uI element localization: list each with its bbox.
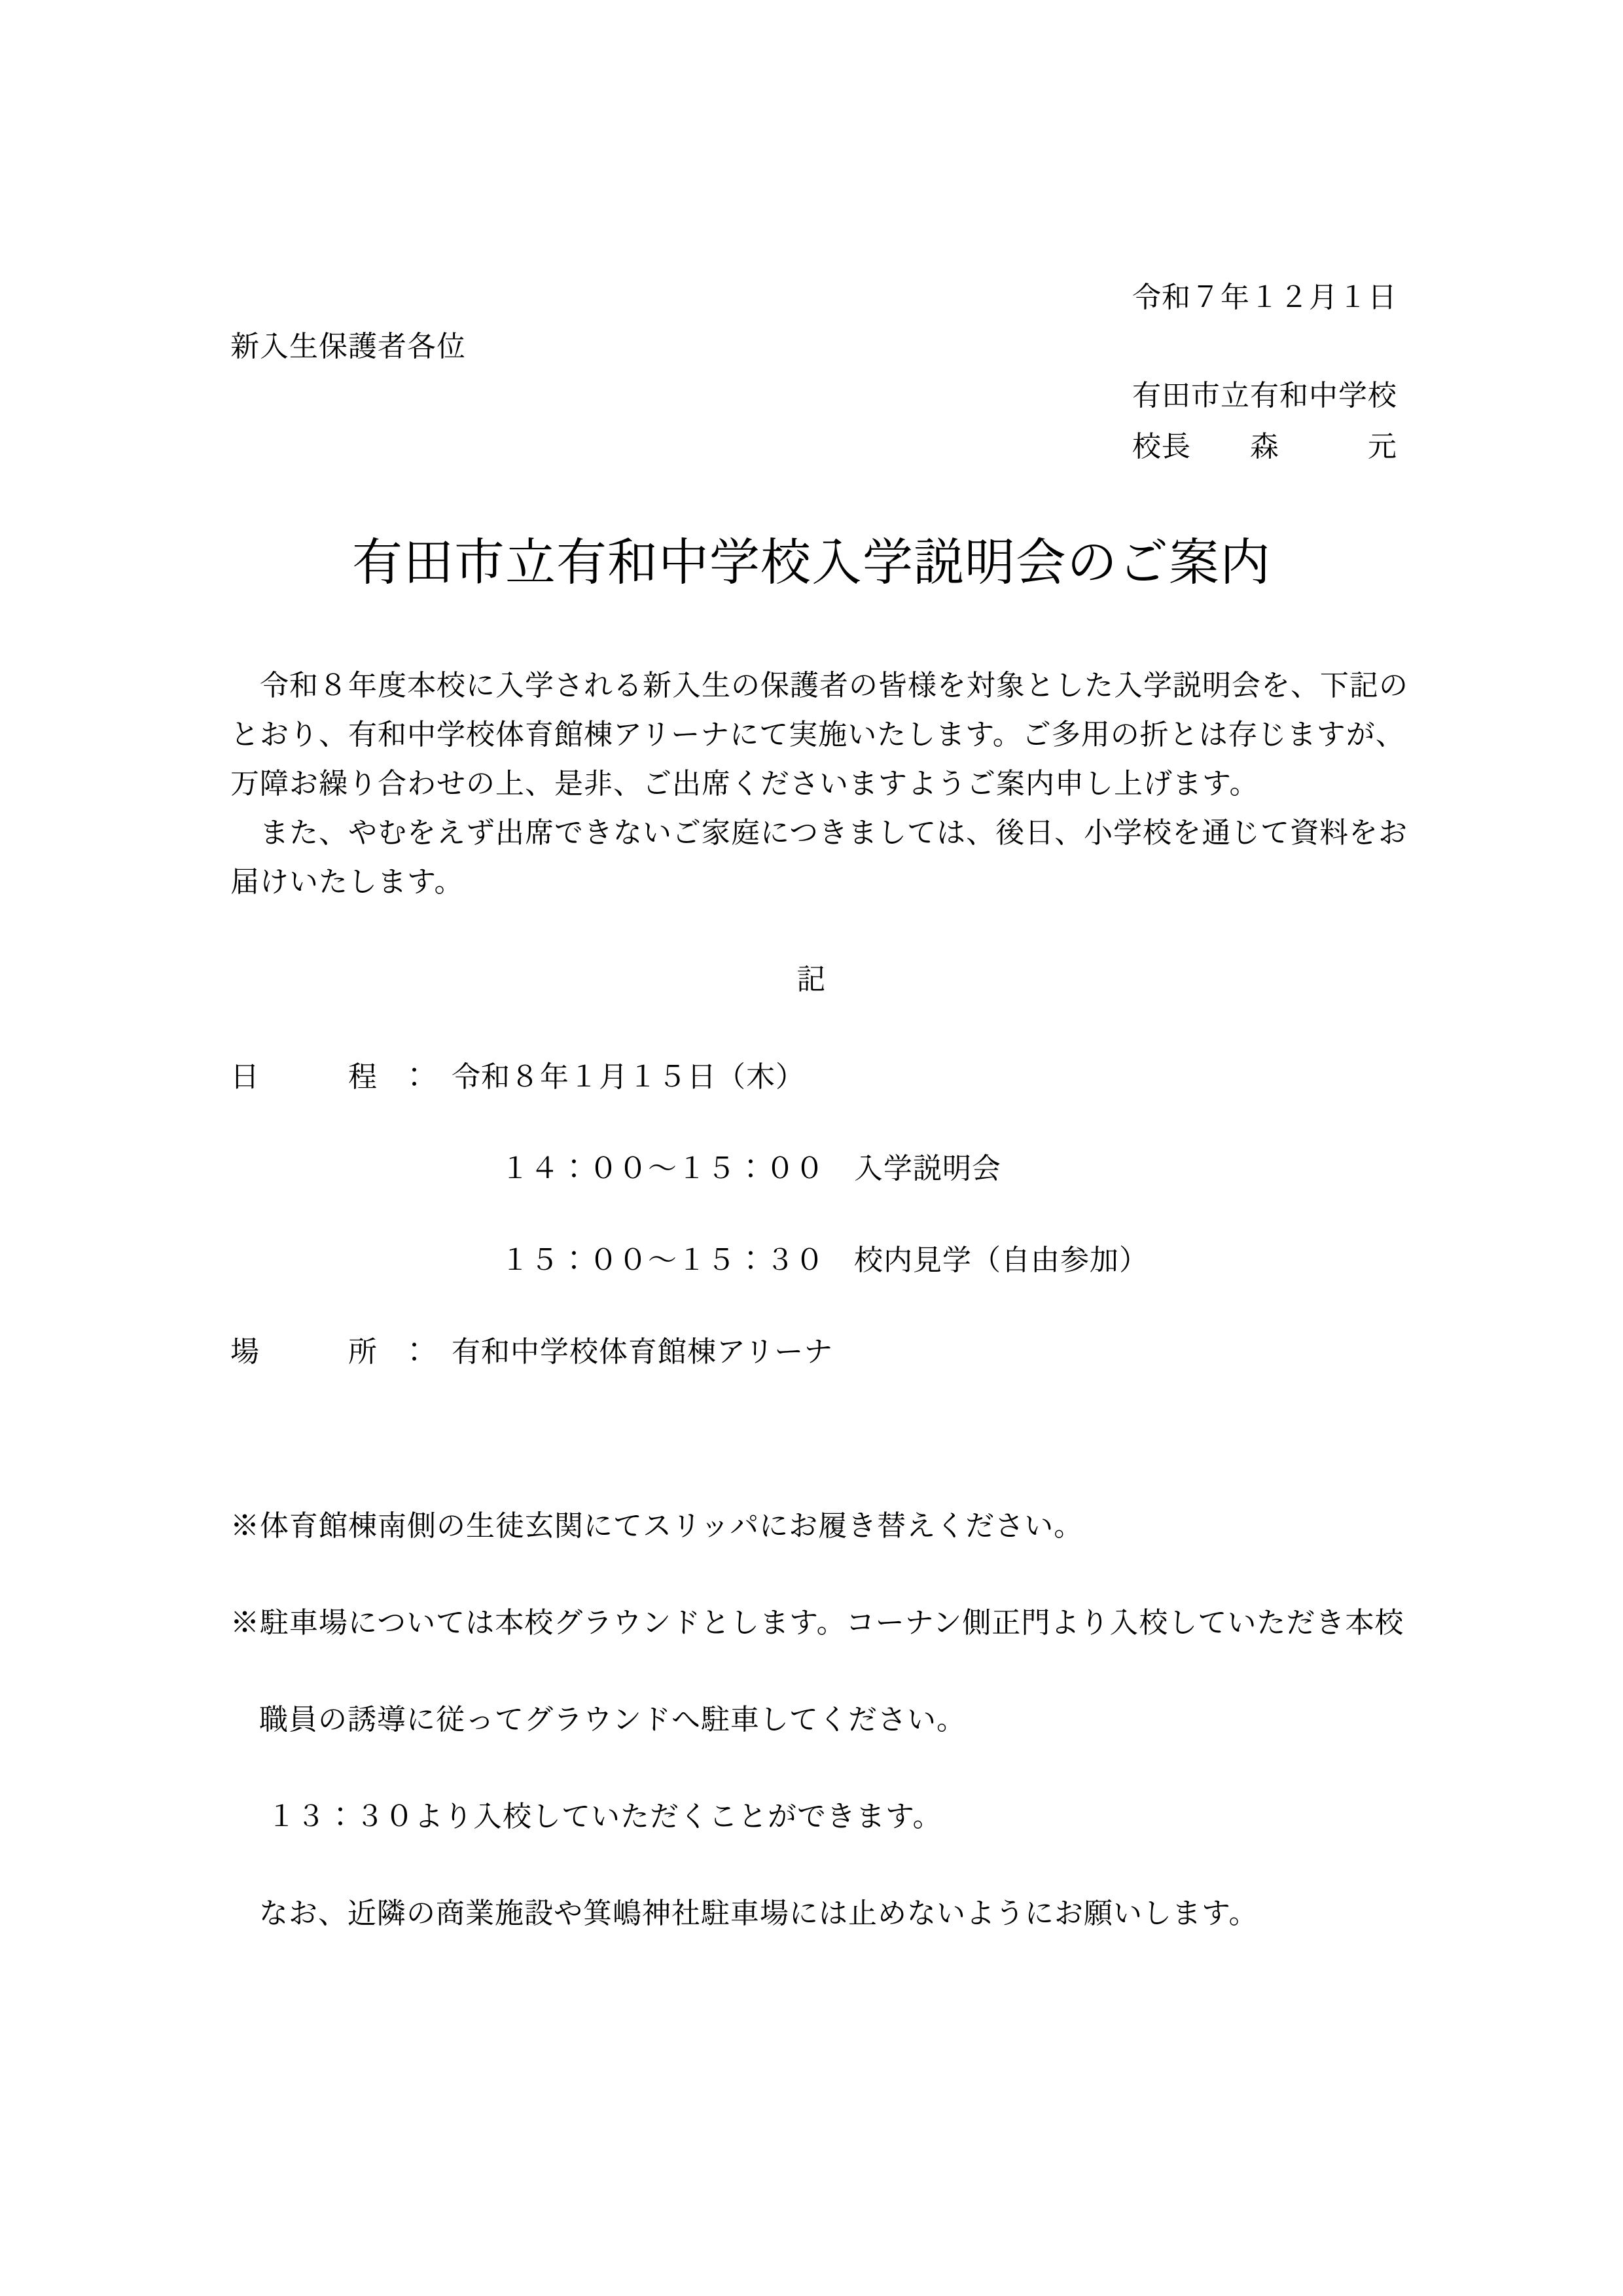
intro-line-1: 令和８年度本校に入学される新入生の保護者の皆様を対象とした入学説明会を、下記の [230,670,1408,702]
note-neighbor-parking: なお、近隣の商業施設や箕嶋神社駐車場には止めないようにお願いします。 [259,1897,1258,1929]
intro-line-2: とおり、有和中学校体育館棟アリーナにて実施いたします。ご多用の折とは存じますが、 [230,719,1405,751]
place-line: 場 所 ： 有和中学校体育館棟アリーナ [230,1336,834,1368]
document-title: 有田市立有和中学校入学説明会のご案内 [352,535,1271,591]
intro-line-4: また、やむをえず出席できないご家庭につきましては、後日、小学校を通じて資料をお [230,817,1408,849]
recipient-line: 新入生保護者各位 [230,331,466,363]
note-parking: ※駐車場については本校グラウンドとします。コーナン側正門より入校していただき本校 [230,1607,1404,1639]
time-slot-2: １５：００～１５：３０ 校内見学（自由参加） [501,1244,1149,1276]
note-entry-time: １３：３０より入校していただくことができます。 [267,1801,942,1833]
time-slot-1: １４：００～１５：００ 入学説明会 [501,1153,1001,1185]
issue-date: 令和７年１２月１日 [1132,281,1397,314]
sender-principal: 校長 森 元 [1132,431,1397,463]
intro-line-5: 届けいたします。 [230,866,464,898]
intro-line-3: 万障お繰り合わせの上、是非、ご出席くださいますようご案内申し上げます。 [230,768,1259,800]
record-marker: 記 [796,963,827,996]
sender-school: 有田市立有和中学校 [1132,380,1397,412]
note-slippers: ※体育館棟南側の生徒玄関にてスリッパにお履き替えください。 [230,1510,1084,1542]
note-parking-continued: 職員の誘導に従ってグラウンドへ駐車してください。 [259,1704,966,1736]
schedule-date-line: 日 程 ： 令和８年１月１５日（木） [230,1061,805,1093]
